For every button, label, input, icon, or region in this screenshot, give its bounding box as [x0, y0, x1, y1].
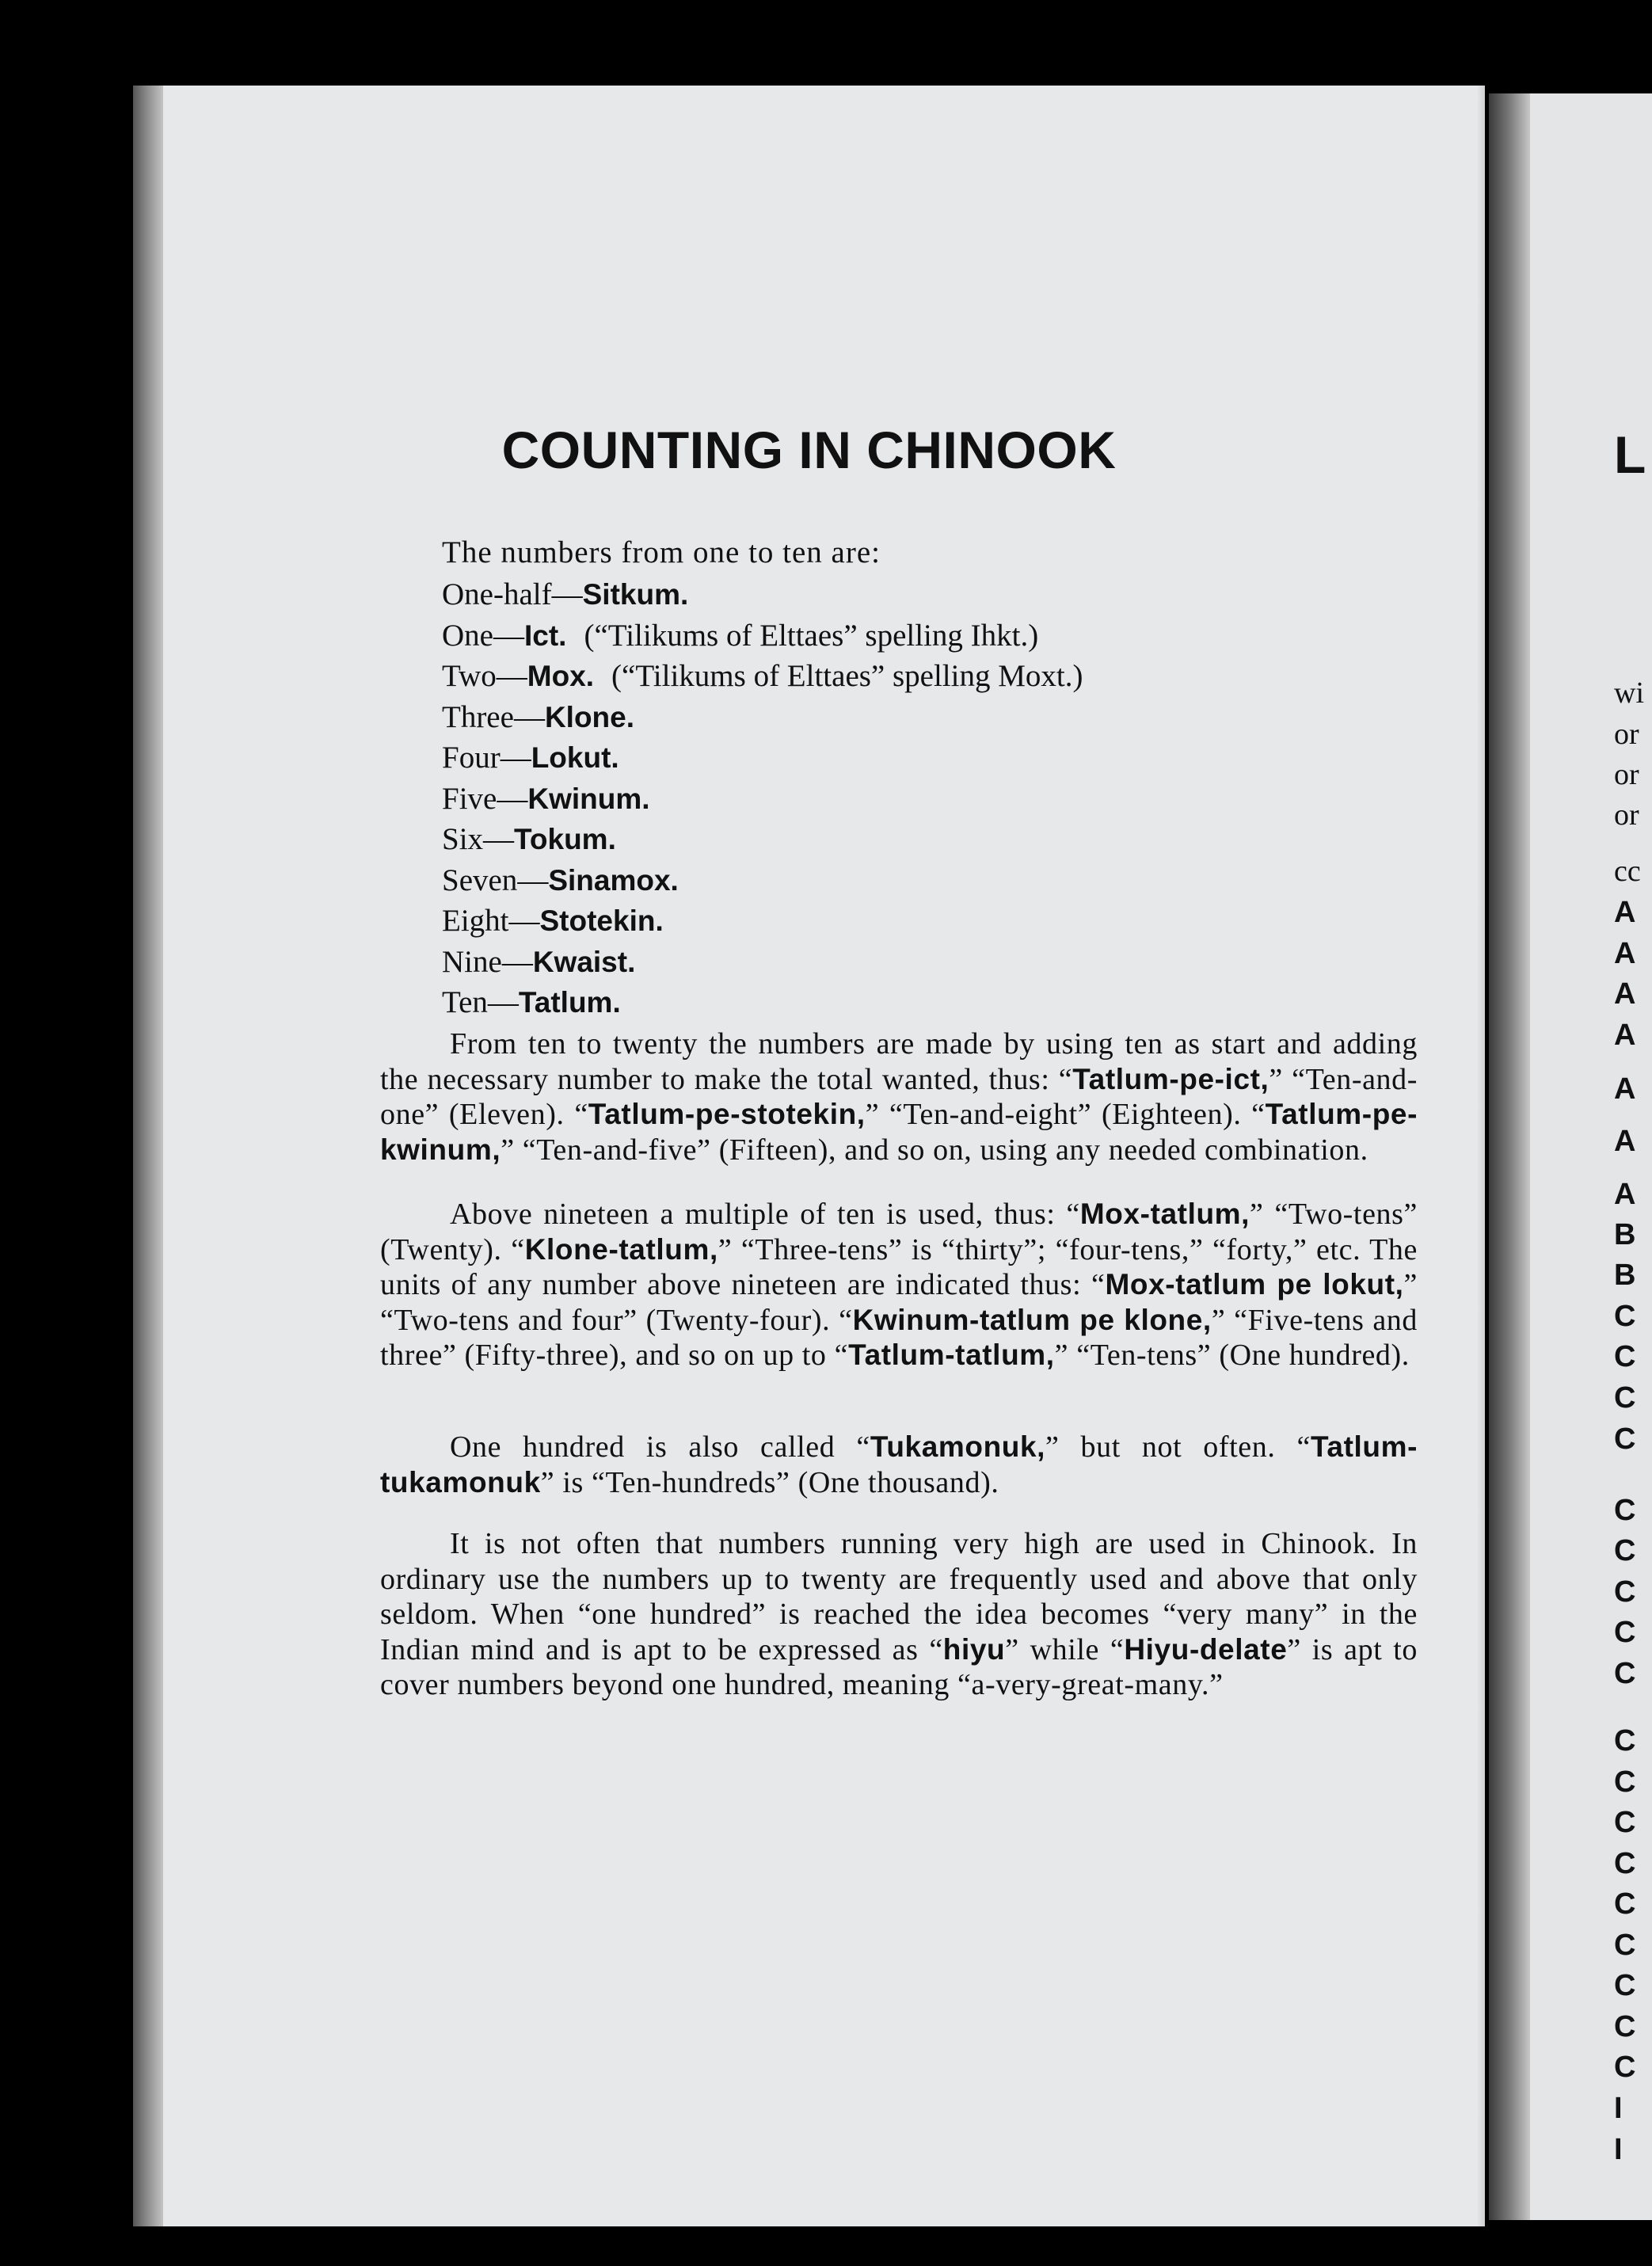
number-item: Three—Klone. — [442, 699, 634, 734]
number-chinook: Klone. — [544, 700, 634, 733]
paragraph-high-numbers: It is not often that numbers running very high are used in Chinook. In ordinary use the numbers up to twenty are frequently used and above that only seldom. When “one hundred” is reached the idea becomes “very many” in the Indian mind and is apt to be expressed as “hiyu” while “Hiyu-delate” is apt to cover numbers beyond one hundred, meaning “a-very-great-many.” — [380, 1527, 1418, 1701]
number-item: Ten—Tatlum. — [442, 985, 621, 1019]
chinook-term: Tatlum-tatlum, — [848, 1339, 1055, 1371]
number-item: Five—Kwinum. — [442, 781, 650, 816]
number-chinook: Tatlum. — [518, 986, 621, 1019]
facing-page-fragment: C — [1614, 2010, 1636, 2043]
number-chinook: Lokut. — [531, 741, 619, 774]
facing-page-fragment: B — [1614, 1218, 1636, 1251]
facing-page-fragment: or — [1614, 798, 1639, 832]
chinook-term: Tatlum-pe-stotekin, — [588, 1098, 866, 1130]
number-item: One-half—Sitkum. — [442, 577, 689, 611]
number-item: Seven—Sinamox. — [442, 863, 679, 897]
paragraph-hundreds: One hundred is also called “Tukamonuk,” but not often. “Tatlum-tukamonuk” is “Ten-hundreds” (One thousand). — [380, 1430, 1418, 1499]
number-english: Ten — [442, 985, 488, 1019]
facing-page-fragment: C — [1614, 1929, 1636, 1962]
number-chinook: Tokum. — [514, 823, 616, 855]
number-list — [442, 574, 1083, 1023]
facing-page-fragment: B — [1614, 1259, 1636, 1292]
facing-page-fragment: or — [1614, 718, 1639, 751]
facing-page-fragment: A — [1614, 1178, 1636, 1211]
number-english: Three — [442, 699, 514, 734]
number-english: Nine — [442, 944, 502, 979]
facing-page-fragment: C — [1614, 1575, 1636, 1609]
facing-page-fragment: A — [1614, 1125, 1636, 1158]
number-english: Five — [442, 781, 497, 816]
facing-page-fragment: C — [1614, 1381, 1636, 1415]
number-english: Two — [442, 659, 497, 693]
number-english: Eight — [442, 904, 509, 938]
chinook-term: Mox-tatlum pe lokut, — [1105, 1268, 1404, 1301]
number-chinook: Sinamox. — [548, 863, 679, 897]
intro-line: The numbers from one to ten are: — [442, 535, 881, 569]
chinook-term: Klone-tatlum, — [524, 1232, 718, 1266]
chinook-term: Tatlum-pe-ict, — [1072, 1062, 1269, 1095]
facing-page-fragment: C — [1614, 1969, 1636, 2002]
facing-page-fragment: cc — [1614, 855, 1641, 888]
chinook-term: Tatlum-tukamonuk — [380, 1430, 1418, 1499]
facing-page-fragment: C — [1614, 1887, 1636, 1921]
facing-page-fragment: C — [1614, 1340, 1636, 1373]
page-edge-shadow — [1477, 86, 1485, 2226]
paragraph-teens: From ten to twenty the numbers are made by using ten as start and adding the necessary number to make the total wanted, thus: “Tatlum-pe-ict,” “Ten-and-one” (Eleven). “Tatlum-pe-stotekin,” “Ten-and-eight” (Eighteen). “Tatlum-pe-kwinum,” “Ten-and-five” (Fifteen), and so on, using any needed combination. — [380, 1027, 1418, 1167]
facing-page-fragment: I — [1614, 2133, 1623, 2166]
page-gutter-shadow — [133, 86, 163, 2226]
book-page-left — [133, 86, 1485, 2226]
number-english: Six — [442, 822, 484, 856]
facing-page-fragment: C — [1614, 1422, 1636, 1456]
facing-page-fragment: C — [1614, 1657, 1636, 1690]
facing-page-fragment: A — [1614, 1019, 1636, 1052]
facing-page-fragment: C — [1614, 2051, 1636, 2084]
number-chinook: Stotekin. — [539, 904, 664, 937]
paragraph-tens: Above nineteen a multiple of ten is used, thus: “Mox-tatlum,” “Two-tens” (Twenty). “Klone-tatlum,” “Three-tens” is “thirty”; “four-tens,” “forty,” etc. The units of any number above nineteen are indicated thus: “Mox-tatlum pe lokut,” “Two-tens and four” (Twenty-four). “Kwinum-tatlum pe klone,” “Five-tens and three” (Fifty-three), and so on up to “Tatlum-tatlum,” “Ten-tens” (One hundred). — [380, 1198, 1418, 1372]
number-english: One — [442, 618, 493, 653]
chinook-term: Mox-tatlum, — [1079, 1198, 1250, 1230]
number-chinook: Kwaist. — [532, 945, 636, 978]
chinook-term: Kwinum-tatlum pe klone, — [852, 1303, 1212, 1336]
number-item: Eight—Stotekin. — [442, 904, 664, 938]
number-item: Two—Mox. (“Tilikums of Elttaes” spelling Moxt.) — [442, 659, 1083, 693]
facing-page-fragment: C — [1614, 1616, 1636, 1649]
chinook-term: hiyu — [942, 1632, 1006, 1666]
chinook-term: Hiyu-delate — [1124, 1632, 1288, 1666]
facing-page-fragment: or — [1614, 758, 1639, 791]
number-english: One-half — [442, 577, 552, 611]
page-title: COUNTING IN CHINOOK — [501, 421, 1117, 479]
number-chinook: Mox. — [527, 660, 595, 692]
facing-page-fragment: C — [1614, 1534, 1636, 1567]
number-item: One—Ict. (“Tilikums of Elttaes” spelling Ihkt.) — [442, 618, 1039, 653]
facing-page-fragment: C — [1614, 1724, 1636, 1758]
facing-page-fragment: A — [1614, 937, 1636, 970]
chinook-term: Tukamonuk, — [870, 1430, 1046, 1463]
facing-page-fragment: C — [1614, 1847, 1636, 1880]
facing-page-fragment: wi — [1614, 676, 1644, 710]
number-english: Four — [442, 741, 501, 775]
number-item: Nine—Kwaist. — [442, 944, 636, 979]
facing-page-title-fragment: L — [1614, 425, 1646, 484]
facing-page-fragment: A — [1614, 896, 1636, 929]
number-chinook: Sitkum. — [582, 578, 689, 611]
facing-page-fragment: A — [1614, 1072, 1636, 1106]
number-english: Seven — [442, 863, 518, 897]
book-page-right — [1489, 93, 1652, 2220]
number-chinook: Kwinum. — [527, 782, 650, 815]
chinook-term: Tatlum-pe-kwinum, — [380, 1098, 1418, 1166]
number-item: Six—Tokum. — [442, 822, 616, 856]
number-chinook: Ict. — [523, 619, 567, 652]
facing-page-fragment: C — [1614, 1494, 1636, 1527]
facing-page-fragment: C — [1614, 1765, 1636, 1799]
number-note: (“Tilikums of Elttaes” spelling Moxt.) — [611, 659, 1083, 693]
facing-page-fragment: C — [1614, 1300, 1636, 1333]
page-gutter-shadow-right — [1489, 93, 1530, 2220]
facing-page-fragment: I — [1614, 2092, 1623, 2125]
facing-page-fragment: C — [1614, 1806, 1636, 1839]
number-item: Four—Lokut. — [442, 741, 619, 775]
number-note: (“Tilikums of Elttaes” spelling Ihkt.) — [584, 618, 1039, 653]
facing-page-fragment: A — [1614, 977, 1636, 1011]
